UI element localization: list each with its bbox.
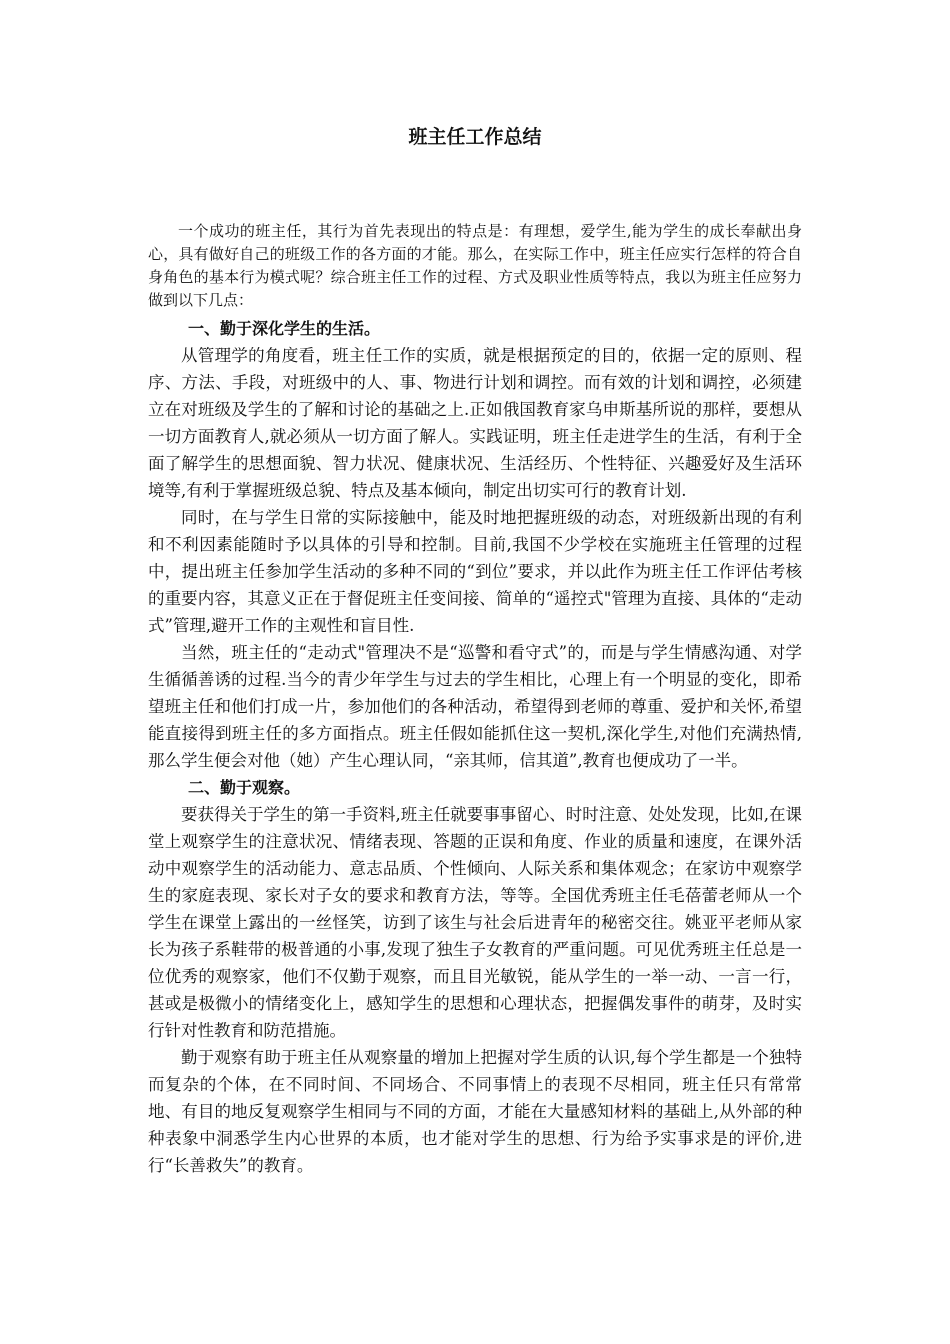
section-heading: 二、勤于观察。 bbox=[188, 778, 301, 797]
section-heading: 一、勤于深化学生的生活。 bbox=[188, 319, 381, 338]
body-paragraph: 勤于观察有助于班主任从观察量的增加上把握对学生质的认识,每个学生都是一个独特而复杂的个体，在不同时间、不同场合、不同事情上的表现不尽相同，班主任只有常常地、有目的地反复观察学生相同与不同的方面，才能在大量感知材料的基础上,从外部的种种表象中洞悉学生内心世界的本质，也才能对学生的思想、行为给予实事求是的评价,进行“长善救失”的教育。 bbox=[148, 1048, 802, 1175]
intro-paragraph: 一个成功的班主任，其行为首先表现出的特点是：有理想，爱学生,能为学生的成长奉献出身心，具有做好自己的班级工作的各方面的才能。那么，在实际工作中，班主任应实行怎样的符合自身角色的基本行为模式呢？综合班主任工作的过程、方式及职业性质等特点，我以为班主任应努力做到以下几点： bbox=[148, 222, 802, 309]
section-2 bbox=[148, 774, 802, 1179]
section-1 bbox=[148, 315, 802, 774]
document-title: 班主任工作总结 bbox=[408, 126, 542, 148]
body-paragraph: 要获得关于学生的第一手资料,班主任就要事事留心、时时注意、处处发现，比如,在课堂上观察学生的注意状况、情绪表现、答题的正误和角度、作业的质量和速度，在课外活动中观察学生的活动能力、意志品质、个性倾向、人际关系和集体观念；在家访中观察学生的家庭表现、家长对子女的要求和教育方法，等等。全国优秀班主任毛蓓蕾老师从一个学生在课堂上露出的一丝怪笑，访到了该生与社会后进青年的秘密交往。姚亚平老师从家长为孩子系鞋带的极普通的小事,发现了独生子女教育的严重问题。可见优秀班主任总是一位优秀的观察家，他们不仅勤于观察，而且目光敏锐，能从学生的一举一动、一言一行，甚或是极微小的情绪变化上，感知学生的思想和心理状态，把握偶发事件的萌芽，及时实行针对性教育和防范措施。 bbox=[148, 805, 802, 1040]
document-body bbox=[148, 220, 802, 1179]
body-paragraph: 从管理学的角度看，班主任工作的实质，就是根据预定的目的，依据一定的原则、程序、方法、手段，对班级中的人、事、物进行计划和调控。而有效的计划和调控，必须建立在对班级及学生的了解和讨论的基础之上.正如俄国教育家乌申斯基所说的那样，要想从一切方面教育人,就必须从一切方面了解人。实践证明，班主任走进学生的生活，有利于全面了解学生的思想面貌、智力状况、健康状况、生活经历、个性特征、兴趣爱好及生活环境等,有利于掌握班级总貌、特点及基本倾向，制定出切实可行的教育计划. bbox=[148, 346, 802, 500]
body-paragraph: 同时，在与学生日常的实际接触中，能及时地把握班级的动态，对班级新出现的有利和不利因素能随时予以具体的引导和控制。目前,我国不少学校在实施班主任管理的过程中，提出班主任参加学生活动的多种不同的“到位”要求，并以此作为班主任工作评估考核的重要内容，其意义正在于督促班主任变间接、简单的“遥控式"管理为直接、具体的“走动式”管理,避开工作的主观性和盲目性. bbox=[148, 508, 802, 635]
body-paragraph: 当然，班主任的“走动式"管理决不是“巡警和看守式”的，而是与学生情感沟通、对学生循循善诱的过程.当今的青少年学生与过去的学生相比，心理上有一个明显的变化，即希望班主任和他们打成一片，参加他们的各种活动，希望得到老师的尊重、爱护和关怀,希望能直接得到班主任的多方面指点。班主任假如能抓住这一契机,深化学生,对他们充满热情,那么学生便会对他（她）产生心理认同，“亲其师，信其道”,教育也便成功了一半。 bbox=[148, 643, 802, 770]
